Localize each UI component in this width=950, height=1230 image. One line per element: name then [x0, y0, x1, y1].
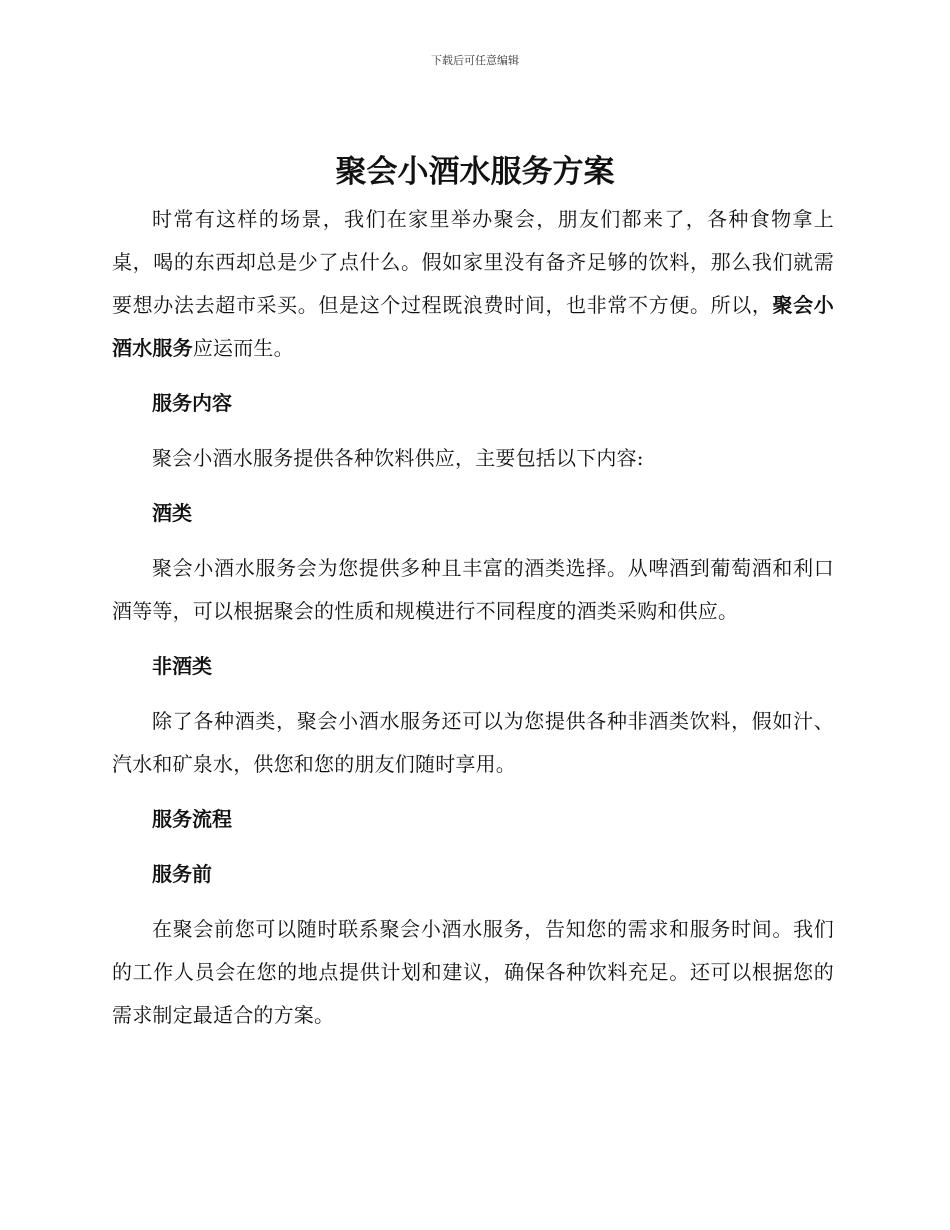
heading-alcohol: 酒类: [152, 501, 192, 525]
heading-before-service: 服务前: [152, 862, 212, 886]
paragraph-before-service: 在聚会前您可以随时联系聚会小酒水服务，告知您的需求和服务时间。我们的工作人员会在您的地点提供计划和建议，确保各种饮料充足。还可以根据您的需求制定最适合的方案。: [112, 917, 834, 1027]
intro-bold-term: 聚会小酒水服务: [112, 293, 834, 360]
intro-text-after: 应运而生。: [192, 336, 294, 360]
document-body: [112, 198, 834, 1037]
paragraph-alcohol: 聚会小酒水服务会为您提供多种且丰富的酒类选择。从啤酒到葡萄酒和利口酒等等，可以根据聚会的性质和规模进行不同程度的酒类采购和供应。: [112, 556, 834, 623]
paragraph-service-content: 聚会小酒水服务提供各种饮料供应，主要包括以下内容:: [152, 446, 644, 470]
paragraph-non-alcohol: 除了各种酒类，聚会小酒水服务还可以为您提供各种非酒类饮料，假如汁、汽水和矿泉水，供您和您的朋友们随时享用。: [112, 709, 834, 776]
heading-service-process: 服务流程: [152, 807, 232, 831]
document-title: 聚会小酒水服务方案: [335, 154, 615, 190]
page-header: 下载后可任意编辑: [431, 54, 519, 67]
heading-non-alcohol: 非酒类: [152, 654, 212, 678]
heading-service-content: 服务内容: [152, 391, 232, 415]
intro-text-before: 时常有这样的场景，我们在家里举办聚会，朋友们都来了，各种食物拿上桌，喝的东西却总是少了点什么。假如家里没有备齐足够的饮料，那么我们就需要想办法去超市采买。但是这个过程既浪费时间，也非常不方便。所以，: [112, 207, 834, 317]
intro-paragraph: [112, 198, 834, 370]
